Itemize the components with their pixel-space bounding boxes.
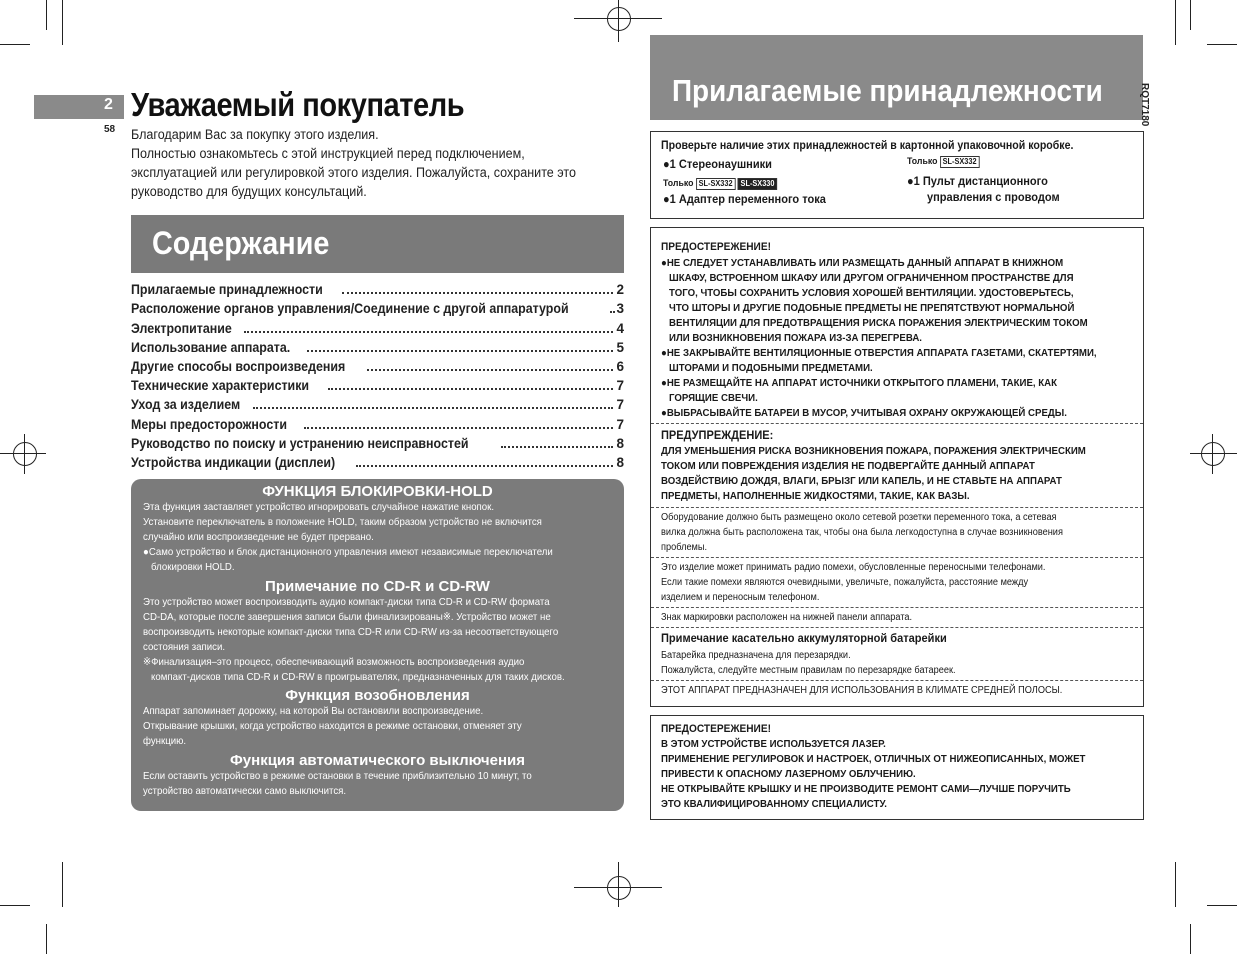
caution-box: ПРЕДОСТЕРЕЖЕНИЕ! ●НЕ СЛЕДУЕТ УСТАНАВЛИВАТЬ ИЛИ РАЗМЕЩАТЬ ДАННЫЙ АППАРАТ В КНИЖНОМ ШКАФУ, ВСТРОЕННОМ ШКАФУ ИЛИ ДРУГОМ ОГРАНИЧЕННОМ ПРОСТРАНСТВЕ ДЛЯ ТОГО, ЧТОБЫ СОХРАНИТЬ УСЛОВИЯ ХОРОШЕЙ ВЕНТИЛЯЦИИ. УДОСТОВЕРЬТЕСЬ, ЧТО ШТОРЫ И ДРУГИЕ ПОДОБНЫЕ ПРЕДМЕТЫ НЕ ПРЕПЯТСТВУЮТ НОРМАЛЬНОЙ ВЕНТИЛЯЦИИ ДЛЯ ПРЕДОТВРАЩЕНИЯ РИСКА ПОРАЖЕНИЯ ЭЛЕКТРИЧЕСКИМ ТОКОМ ИЛИ ВОЗНИКНОВЕНИЯ ПОЖАРА ИЗ-ЗА ПЕРЕГРЕВА. ●НЕ ЗАКРЫВАЙТЕ ВЕНТИЛЯЦИОННЫЕ ОТВЕРСТИЯ АППАРАТА ГАЗЕТАМИ, СКАТЕРТЯМИ, ШТОРАМИ И ПОДОБНЫМИ ПРЕДМЕТАМИ. ●НЕ РАЗМЕЩАЙТЕ НА АППАРАТ ИСТОЧНИКИ ОТКРЫТОГО ПЛАМЕНИ, ТАКИЕ, КАК ГОРЯЩИЕ СВЕЧИ. ●ВЫБРАСЫВАЙТЕ БАТАРЕИ В МУСОР, УЧИТЫВАЯ ОХРАНУ ОКРУЖАЮЩЕЙ СРЕДЫ. ПРЕДУПРЕЖДЕНИЕ: ДЛЯ УМЕНЬШЕНИЯ РИСКА ВОЗНИКНОВЕНИЯ ПОЖАРА, ПОРАЖЕНИЯ ЭЛЕКТРИЧЕСКИМ ТОКОМ ИЛИ ПОВРЕЖДЕНИЯ ИЗДЕЛИЯ НЕ ПОДВЕРГАЙТЕ ДАННЫЙ АППАРАТ ВОЗДЕЙСТВИЮ ДОЖДЯ, ВЛАГИ, БРЫЗГ ИЛИ КАПЕЛЬ, И НЕ СТАВЬТЕ НА АППАРАТ ПРЕДМЕТЫ, НАПОЛНЕННЫЕ ЖИДКОСТЯМИ, ТАКИЕ, КАК ВАЗЫ. Оборудование должно быть размещено около сетевой розетки переменного тока, а сетевая вилка должна быть расположена так, чтобы она была легкодоступна в случае возникновения проблемы. Это изделие может принимать радио помехи, обусловленные переносными телефонами. Если такие помехи являются очевидными, увеличьте, пожалуйста, расстояние между изделием и переносным телефоном. Знак маркировки расположен на нижней панели аппарата. Примечание касательно аккумуляторной батарейки Батарейка предназначена для перезарядки. Пожалуйста, следуйте местным правилам по перезарядке батареек. ЭТОТ АППАРАТ ПРЕДНАЗНАЧЕН ДЛЯ ИСПОЛЬЗОВАНИЯ В КЛИМАТЕ СРЕДНЕЙ ПОЛОСЫ. <box>650 227 1144 707</box>
cdr-note-title: Примечание по CD-R и CD-RW <box>265 578 490 595</box>
toc-title: Содержание <box>152 225 330 261</box>
accessories-box <box>650 131 1144 219</box>
document-code: RQT7180 <box>1139 83 1150 127</box>
toc-item[interactable]: Расположение органов управления/Соединение с другой аппаратурой 3 <box>131 297 624 316</box>
model-badge: SL-SX332 <box>940 156 979 168</box>
laser-caution-box: ПРЕДОСТЕРЕЖЕНИЕ! В ЭТОМ УСТРОЙСТВЕ ИСПОЛЬЗУЕТСЯ ЛАЗЕР. ПРИМЕНЕНИЕ РЕГУЛИРОВОК И НАСТРОЕК, ОТЛИЧНЫХ ОТ НИЖЕОПИСАННЫХ, МОЖЕТ ПРИВЕСТИ К ОПАСНОМУ ЛАЗЕРНОМУ ОБЛУЧЕНИЮ. НЕ ОТКРЫВАЙТЕ КРЫШКУ И НЕ ПРОИЗВОДИТЕ РЕМОНТ САМИ—ЛУЧШЕ ПОРУЧИТЬ ЭТО КВАЛИФИЦИРОВАННОМУ СПЕЦИАЛИСТУ. <box>650 715 1144 820</box>
hold-function-title: ФУНКЦИЯ БЛОКИРОВКИ-HOLD <box>262 483 493 500</box>
accessory-remote-line2: управления с проводом <box>927 190 1060 204</box>
only-model-label: Только SL-SX332 <box>907 156 979 168</box>
resume-function-title: Функция возобновления <box>285 687 470 704</box>
model-badge: SL-SX330 <box>738 178 777 190</box>
intro-text: Благодарим Вас за покупку этого изделия. Полностью ознакомьтесь с этой инструкцией перед подключением, эксплуатацией или регулировкой этого изделия. Пожалуйста, сохраните это руководство для будущих консультаций. <box>131 127 577 199</box>
toc-item[interactable]: Уход за изделием 7 <box>131 393 624 412</box>
toc-item[interactable]: Меры предосторожности 7 <box>131 412 624 431</box>
warning-title: ПРЕДУПРЕЖДЕНИЕ: <box>661 428 774 442</box>
toc-item[interactable]: Использование аппарата. 5 <box>131 336 624 355</box>
battery-note-title: Примечание касательно аккумуляторной батарейки <box>661 631 947 645</box>
toc-item[interactable]: Электропитание 4 <box>131 316 624 335</box>
toc-item[interactable]: Технические характеристики 7 <box>131 374 624 393</box>
climate-note: ЭТОТ АППАРАТ ПРЕДНАЗНАЧЕН ДЛЯ ИСПОЛЬЗОВАНИЯ В КЛИМАТЕ СРЕДНЕЙ ПОЛОСЫ. <box>661 685 1063 696</box>
caution-title: ПРЕДОСТЕРЕЖЕНИЕ! <box>661 241 771 253</box>
model-badge: SL-SX332 <box>696 178 735 190</box>
accessories-check-text: Проверьте наличие этих принадлежностей в картонной упаковочной коробке. <box>661 140 1074 152</box>
toc-item[interactable]: Устройства индикации (дисплеи) 8 <box>131 451 624 470</box>
accessory-remote-line1: ●1 Пульт дистанционного <box>907 174 1048 188</box>
accessory-headphones: ●1 Стереонаушники <box>663 157 772 171</box>
toc-item[interactable]: Другие способы воспроизведения 6 <box>131 355 624 374</box>
page-number: 2 <box>104 96 113 113</box>
page-title: Уважаемый покупатель <box>131 86 465 123</box>
features-box: ФУНКЦИЯ БЛОКИРОВКИ-HOLD Эта функция заставляет устройство игнорировать случайное нажатие кнопок. Установите переключатель в положение HOLD, таким образом устройство не включится случайно или воспроизведение не будет прервано. ●Само устройство и блок дистанционного управления имеют независимые переключатели блокировки HOLD. Примечание по CD-R и CD-RW Это устройство может воспроизводить аудио компакт-диски типа CD-R и CD-RW формата CD-DA, которые после завершения записи были финализированы※. Устройство может не воспроизводить некоторые компакт-диски типа CD-R или CD-RW из-за несоответствующего состояния записи. ※Финализация–это процесс, обеспечивающий возможность воспроизведения аудио компакт-дисков типа CD-R и CD-RW в проигрывателях, предназначенных для таких дисков. Функция возобновления Аппарат запоминает дорожку, на которой Вы остановили воспроизведение. Открывание крышки, когда устройство находится в режиме остановки, отменяет эту функцию. Функция автоматического выключения Если оставить устройство в режиме остановки в течение приблизительно 10 минут, то устройство автоматически само выключится. <box>131 479 624 811</box>
hold-text: Эта функция заставляет устройство игнорировать случайное нажатие кнопок. <box>143 501 495 513</box>
auto-off-title: Функция автоматического выключения <box>230 752 525 769</box>
outlet-note: Оборудование должно быть размещено около сетевой розетки переменного тока, а сетевая <box>661 512 1057 523</box>
accessory-ac-adapter: ●1 Адаптер переменного тока <box>663 192 826 206</box>
marking-note: Знак маркировки расположен на нижней панели аппарата. <box>661 612 913 623</box>
radio-interference-note: Это изделие может принимать радио помехи, обусловленные переносными телефонами. <box>661 562 1046 573</box>
laser-caution-title: ПРЕДОСТЕРЕЖЕНИЕ! <box>661 723 771 735</box>
toc-item[interactable]: Руководство по поиску и устранению неисправностей 8 <box>131 432 624 451</box>
accessories-title: Прилагаемые принадлежности <box>672 73 1103 108</box>
only-models-label: Только SL-SX332 SL-SX330 <box>663 178 777 190</box>
toc-item[interactable]: Прилагаемые принадлежности 2 <box>131 278 624 297</box>
table-of-contents <box>131 278 624 470</box>
page-sub-number: 58 <box>104 124 116 135</box>
